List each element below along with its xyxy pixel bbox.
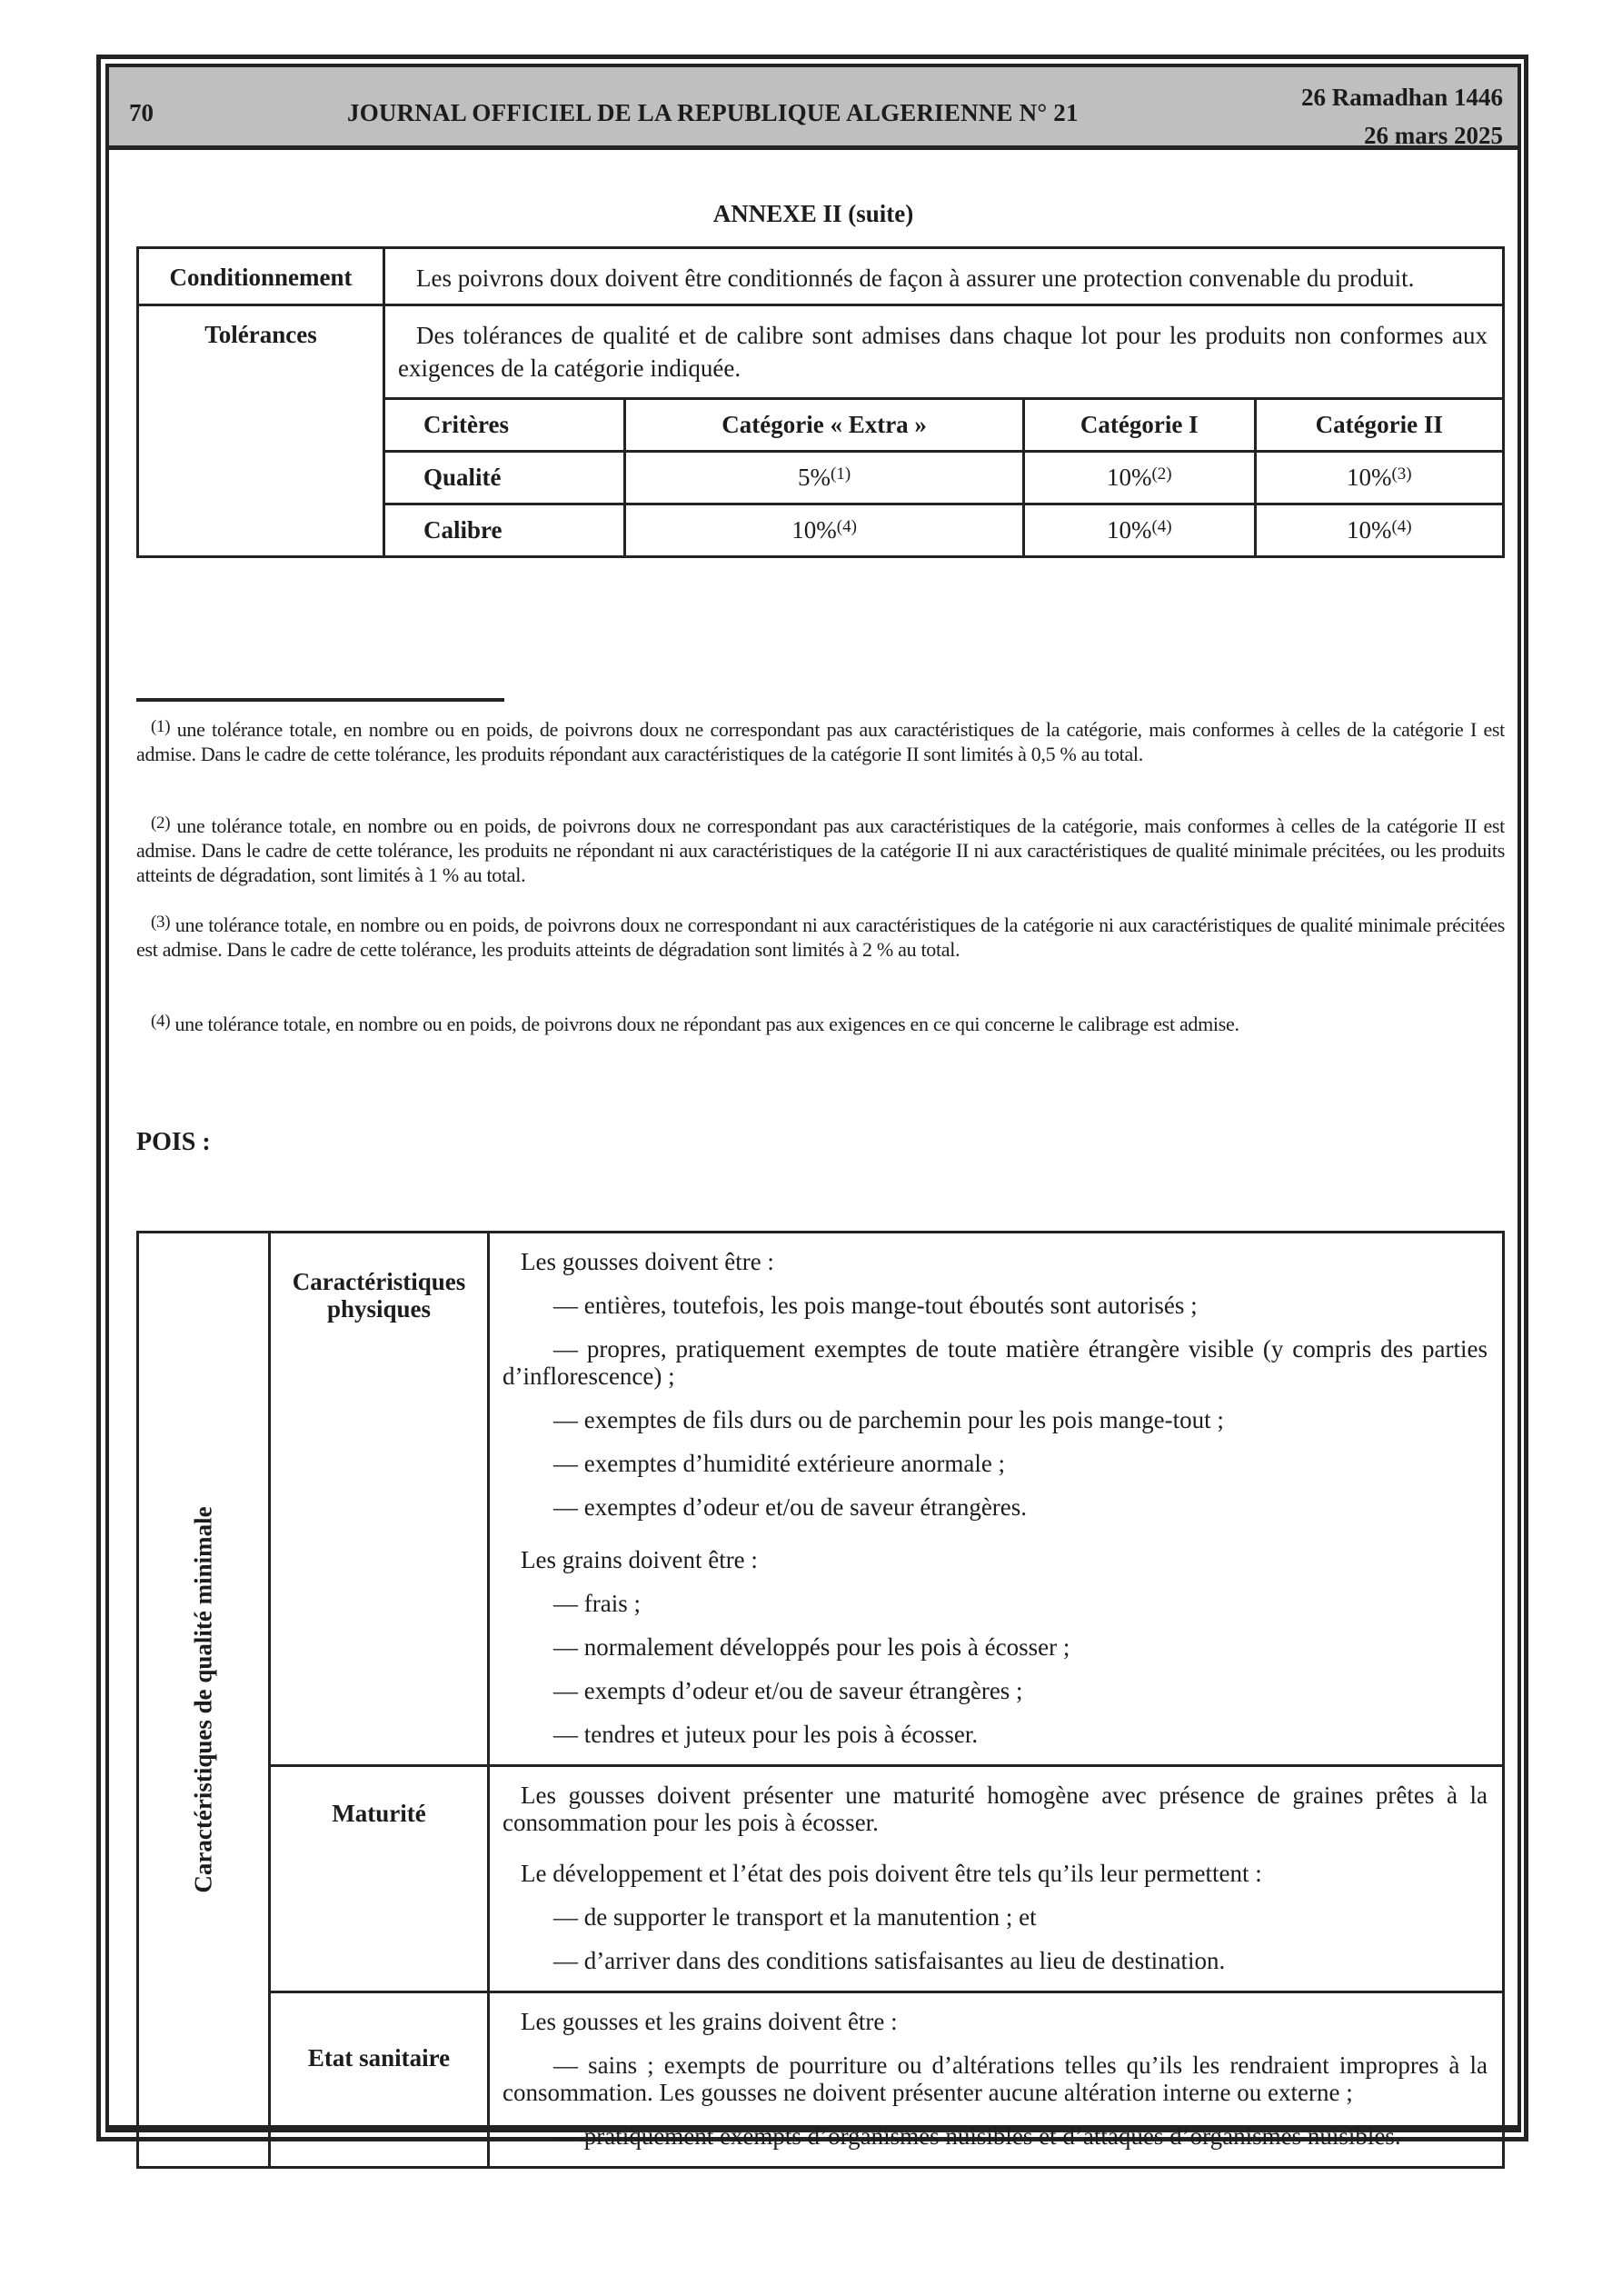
- list-item: — propres, pratiquement exemptes de toute matière étrangère visible (y compris des parties d’inflorescence) ;: [503, 1335, 1488, 1390]
- list-item: — entières, toutefois, les pois mange-tout éboutés sont autorisés ;: [553, 1292, 1198, 1319]
- pois-table: [136, 1231, 1505, 2169]
- footnote-text: une tolérance totale, en nombre ou en poids, de poivrons doux ne répondant pas aux exigences en ce qui concerne le calibrage est admise.: [170, 1013, 1239, 1035]
- footnote-ref: (4): [1151, 517, 1172, 536]
- table-row-conditionnement: [138, 248, 1504, 305]
- date-hijri: 26 Ramadhan 1446: [1300, 84, 1503, 111]
- section-label: Caractéristiques physiques: [270, 1233, 489, 1766]
- criterion-label: Qualité: [385, 452, 625, 504]
- section-content: [489, 1233, 1504, 1766]
- list-item: — tendres et juteux pour les pois à écosser.: [553, 1721, 979, 1748]
- footnote-ref: (2): [1151, 464, 1172, 484]
- table-row-tolerances: [138, 305, 1504, 557]
- row-label: Conditionnement: [138, 248, 384, 305]
- footnote-text: une tolérance totale, en nombre ou en poids, de poivrons doux ne correspondant pas aux caractéristiques de la catégorie, mais conformes à celles de la catégorie I est admise. Dans le cadre de cette tolérance, les produits répondant aux caractéristiques de la catégorie II sont limités à 0,5 % au total.: [136, 718, 1505, 765]
- row-label: Tolérances: [138, 305, 384, 557]
- table-cell: [1255, 504, 1502, 556]
- row-text: Des tolérances de qualité et de calibre sont admises dans chaque lot pour les produits non conformes aux exigences de la catégorie indiquée.: [398, 322, 1488, 382]
- table-cell: [1023, 452, 1255, 504]
- footnote-2: [136, 811, 1505, 887]
- criterion-label: Calibre: [385, 504, 625, 556]
- cell-value: 5%: [798, 464, 831, 491]
- date-gregorian: 26 mars 2025: [1364, 122, 1503, 149]
- cell-value: 10%: [1106, 464, 1152, 491]
- section-content: [489, 1992, 1504, 2168]
- column-header: Critères: [385, 399, 625, 452]
- footnote-1: [136, 714, 1505, 766]
- column-header: Catégorie II: [1255, 399, 1502, 452]
- page-inner-frame: [105, 64, 1521, 2150]
- group-label-cell: [138, 1233, 270, 2168]
- list-item: — d’arriver dans des conditions satisfaisantes au lieu de destination.: [553, 1947, 1226, 1974]
- list-item: — de supporter le transport et la manutention ; et: [553, 1903, 1037, 1931]
- page-number: 70: [129, 99, 154, 126]
- cell-value: 10%: [1346, 516, 1392, 544]
- list-item: — frais ;: [553, 1590, 641, 1617]
- table-row-physical: [138, 1233, 1504, 1766]
- tolerances-cell: [384, 305, 1504, 557]
- journal-title: JOURNAL OFFICIEL DE LA REPUBLIQUE ALGERIENNE N° 21: [347, 99, 1079, 126]
- section-label: Etat sanitaire: [270, 1992, 489, 2168]
- footnote-ref: (3): [1391, 464, 1412, 484]
- table-row-maturite: [138, 1766, 1504, 1992]
- table-row-etat-sanitaire: [138, 1992, 1504, 2168]
- footnote-number: (2): [151, 814, 171, 833]
- table-header-row: [385, 399, 1502, 452]
- tolerances-table: [385, 397, 1502, 555]
- poivrons-table: [136, 246, 1505, 558]
- table-cell: [1023, 504, 1255, 556]
- list-item: — pratiquement exempts d’organismes nuisibles et d’attaques d’organismes nuisibles.: [553, 2122, 1401, 2150]
- footnote-text: une tolérance totale, en nombre ou en poids, de poivrons doux ne correspondant ni aux caractéristiques de la catégorie ni aux caractéristiques de qualité minimale précitées est admise. Dans le cadre de cette tolérance, les produits atteints de dégradation sont limités à 2 % au total.: [136, 913, 1505, 961]
- page-frame: [96, 55, 1528, 2150]
- paragraph: Le développement et l’état des pois doivent être tels qu’ils leur permettent :: [521, 1860, 1262, 1887]
- table-cell: [625, 504, 1024, 556]
- footnote-4: [136, 1009, 1505, 1036]
- section-content: [489, 1766, 1504, 1992]
- list-item: — exemptes de fils durs ou de parchemin pour les pois mange-tout ;: [553, 1406, 1224, 1433]
- footnote-number: (1): [151, 717, 171, 736]
- list-item: — sains ; exempts de pourriture ou d’altérations telles qu’ils les rendraient impropres à la consommation. Les gousses ne doivent présenter aucune altération interne ou externe ;: [503, 2051, 1488, 2106]
- annex-title: ANNEXE II (suite): [712, 200, 914, 227]
- footnote-number: (4): [151, 1012, 171, 1031]
- column-header: Catégorie I: [1023, 399, 1255, 452]
- footnote-separator: [136, 698, 504, 702]
- paragraph: Les gousses doivent présenter une maturité homogène avec présence de graines prêtes à la consommation pour les pois à écosser.: [503, 1782, 1488, 1836]
- footnote-number: (3): [151, 913, 171, 932]
- list-item: — exempts d’odeur et/ou de saveur étrangères ;: [553, 1677, 1023, 1704]
- table-row: [385, 452, 1502, 504]
- footnote-3: [136, 910, 1505, 962]
- table-cell: [1255, 452, 1502, 504]
- cell-value: 10%: [1106, 516, 1152, 544]
- footnote-ref: (1): [831, 464, 851, 484]
- list-item: — normalement développés pour les pois à écosser ;: [553, 1633, 1070, 1661]
- list-item: — exemptes d’odeur et/ou de saveur étrangères.: [553, 1493, 1028, 1521]
- footnote-ref: (4): [1391, 517, 1412, 536]
- row-text: Les poivrons doux doivent être conditionnés de façon à assurer une protection convenable du produit.: [384, 248, 1504, 305]
- list-item: — exemptes d’humidité extérieure anormale ;: [553, 1450, 1006, 1477]
- page-header: [109, 67, 1518, 150]
- table-row: [385, 504, 1502, 556]
- footnote-text: une tolérance totale, en nombre ou en poids, de poivrons doux ne correspondant pas aux caractéristiques de la catégorie, mais conformes à celles de la catégorie II est admise. Dans le cadre de cette tolérance, les produits ne répondant ni aux caractéristiques de la catégorie II ni aux caractéristiques de qualité minimale précitées, ou les produits atteints de dégradation, sont limités à 1 % au total.: [136, 814, 1505, 886]
- group-label: Caractéristiques de qualité minimale: [189, 1506, 217, 1893]
- cell-value: 10%: [1346, 464, 1392, 491]
- section-label: Maturité: [270, 1766, 489, 1992]
- paragraph: Les grains doivent être :: [521, 1546, 758, 1573]
- section-title-pois: POIS :: [136, 1128, 211, 1156]
- paragraph: Les gousses et les grains doivent être :: [521, 2008, 898, 2035]
- paragraph: Les gousses doivent être :: [521, 1248, 774, 1275]
- column-header: Catégorie « Extra »: [625, 399, 1024, 452]
- footnote-ref: (4): [836, 517, 857, 536]
- cell-value: 10%: [791, 516, 837, 544]
- table-cell: [625, 452, 1024, 504]
- header-dates: [1301, 78, 1503, 155]
